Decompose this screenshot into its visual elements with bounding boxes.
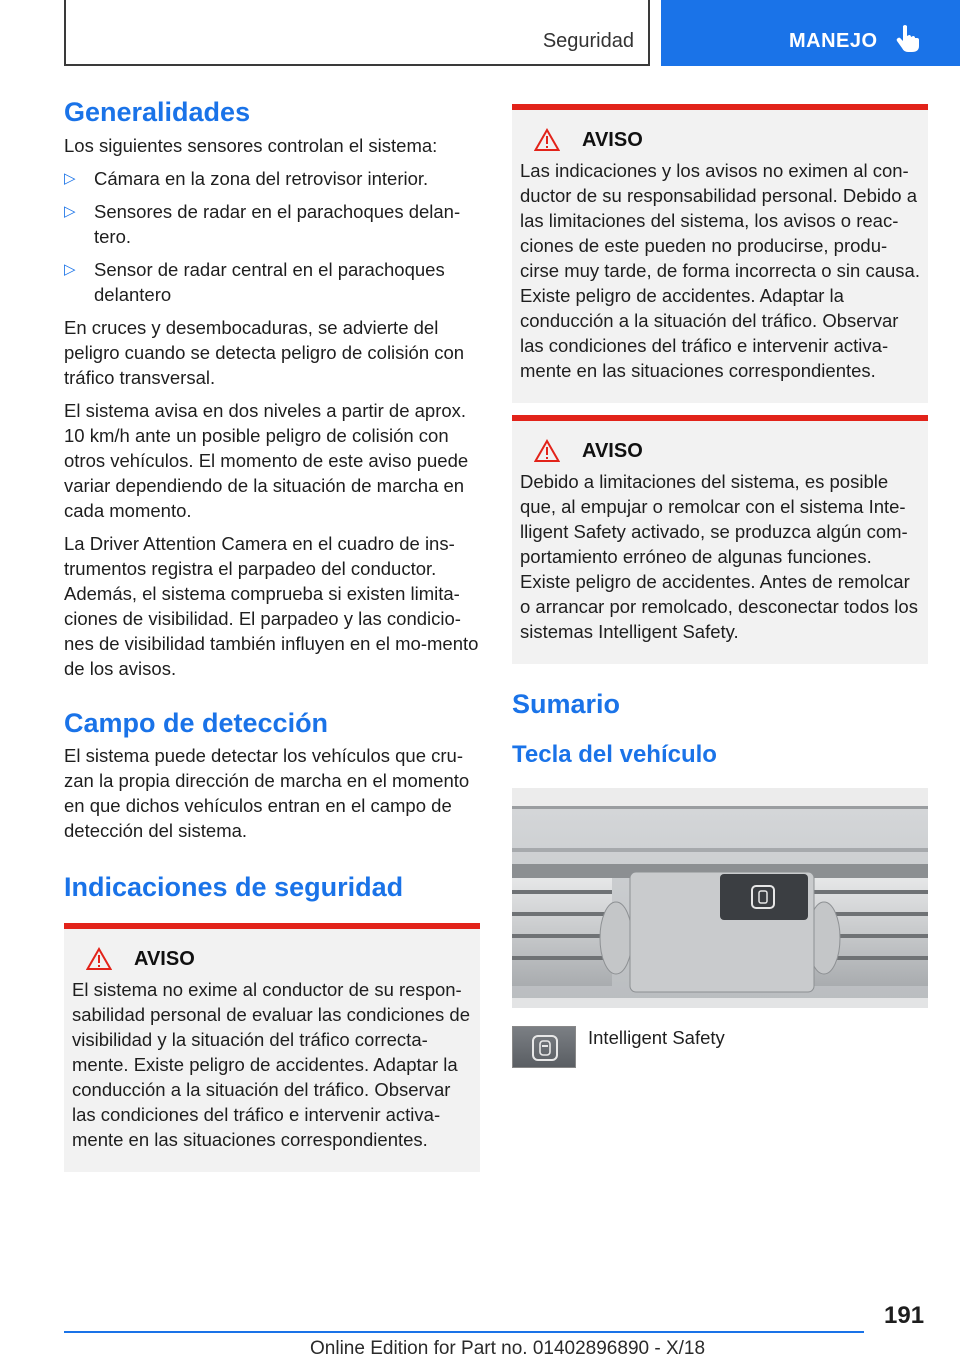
intelligent-safety-icon [512, 1026, 576, 1068]
generalidades-intro: Los siguientes sensores controlan el sistema: [64, 135, 438, 156]
left-column [64, 96, 480, 1172]
warning-header [520, 128, 922, 152]
warning-title: AVISO [582, 128, 643, 151]
warning-triangle-icon [534, 128, 560, 152]
indicaciones-heading: Indicaciones de seguridad [64, 872, 404, 902]
right-column [512, 104, 928, 1068]
list-item: ▷ Sensor de radar central en el parachoques delantero [64, 259, 445, 305]
warning-text: Debido a limitaciones del sistema, es posible que, al empujar o remolcar con el sistema Inte‐lligent Safety activado, se produzca algún com‐portamiento erróneo de algunas funciones. Existe peligro de accidentes. Antes de remolcar o arrancar por remolcado, desconectar todos los sistemas Intelligent Safety. [520, 471, 918, 642]
sensor-list [64, 166, 480, 307]
warning-box [512, 104, 928, 403]
header-section-title: Seguridad [542, 30, 634, 52]
generalidades-heading: Generalidades [64, 97, 251, 127]
footer-divider [64, 1331, 864, 1333]
generalidades-para-2: El sistema avisa en dos niveles a partir de aprox. 10 km/h ante un posible peligro de colisión con otros vehículos. El momento de este aviso puede variar dependiendo de la situación de marcha en cada momento. [64, 400, 469, 521]
warning-header [72, 947, 474, 971]
list-item: ▷ Cámara en la zona del retrovisor interior. [64, 168, 429, 189]
dashboard-illustration [512, 788, 928, 1008]
warning-header [520, 439, 922, 463]
vehicle-button-photo [512, 788, 928, 1008]
generalidades-para-1: En cruces y desembocaduras, se advierte del peligro cuando se detecta peligro de colisión con tráfico transversal. [64, 317, 465, 388]
warning-triangle-icon [86, 947, 112, 971]
generalidades-para-3: La Driver Attention Camera en el cuadro de ins‐trumentos registra el parpadeo del conductor. Además, el sistema comprueba si existen limita‐ciones de visibilidad. El parpadeo y las condicio‐nes de visibilidad también influyen en el mo‐mento de los avisos. [64, 533, 479, 679]
triangle-bullet-icon: ▷ [64, 203, 76, 220]
warning-text: Las indicaciones y los avisos no eximen al con‐ductor de su responsabilidad personal. Debido a las limitaciones del sistema, los avisos o reac‐ciones de este pueden no producirse, produ‐cirse muy tarde, de forma incorrecta o sin causa. Existe peligro de accidentes. Adaptar la conducción a la situación del tráfico. Observar las condiciones del tráfico e intervenir activa‐mente en las situaciones correspondientes. [520, 160, 920, 381]
list-item: ▷ Sensores de radar en el parachoques delan‐tero. [64, 201, 461, 247]
triangle-bullet-icon: ▷ [64, 170, 76, 187]
tecla-heading: Tecla del vehículo [512, 741, 717, 768]
warning-box [64, 923, 480, 1172]
page-number: 191 [884, 1302, 925, 1329]
key-label: Intelligent Safety [588, 1027, 725, 1048]
chapter-tab-label: MANEJO [789, 30, 878, 52]
campo-heading: Campo de detección [64, 708, 329, 738]
campo-text: El sistema puede detectar los vehículos que cru‐zan la propia dirección de marcha en el momento en que dichos vehículos entran en el campo de detección del sistema. [64, 745, 470, 841]
warning-triangle-icon [534, 439, 560, 463]
sumario-heading: Sumario [512, 689, 621, 719]
triangle-bullet-icon: ▷ [64, 261, 76, 278]
chapter-tab[interactable] [661, 0, 960, 66]
hand-pointer-icon [895, 24, 921, 52]
warning-box [512, 415, 928, 664]
key-legend-row [512, 1026, 928, 1068]
warning-title: AVISO [582, 439, 643, 462]
header-section-box [64, 0, 650, 66]
warning-title: AVISO [134, 947, 195, 970]
warning-text: El sistema no exime al conductor de su respon‐sabilidad personal de evaluar las condiciones de visibilidad y la situación del tráfico correcta‐mente. Existe peligro de accidentes. Adaptar la conducción a la situación del tráfico. Observar las condiciones del tráfico e intervenir activa‐mente en las situaciones correspondientes. [72, 979, 471, 1150]
footer-edition: Online Edition for Part no. 01402896890 - X/18 [310, 1338, 706, 1359]
